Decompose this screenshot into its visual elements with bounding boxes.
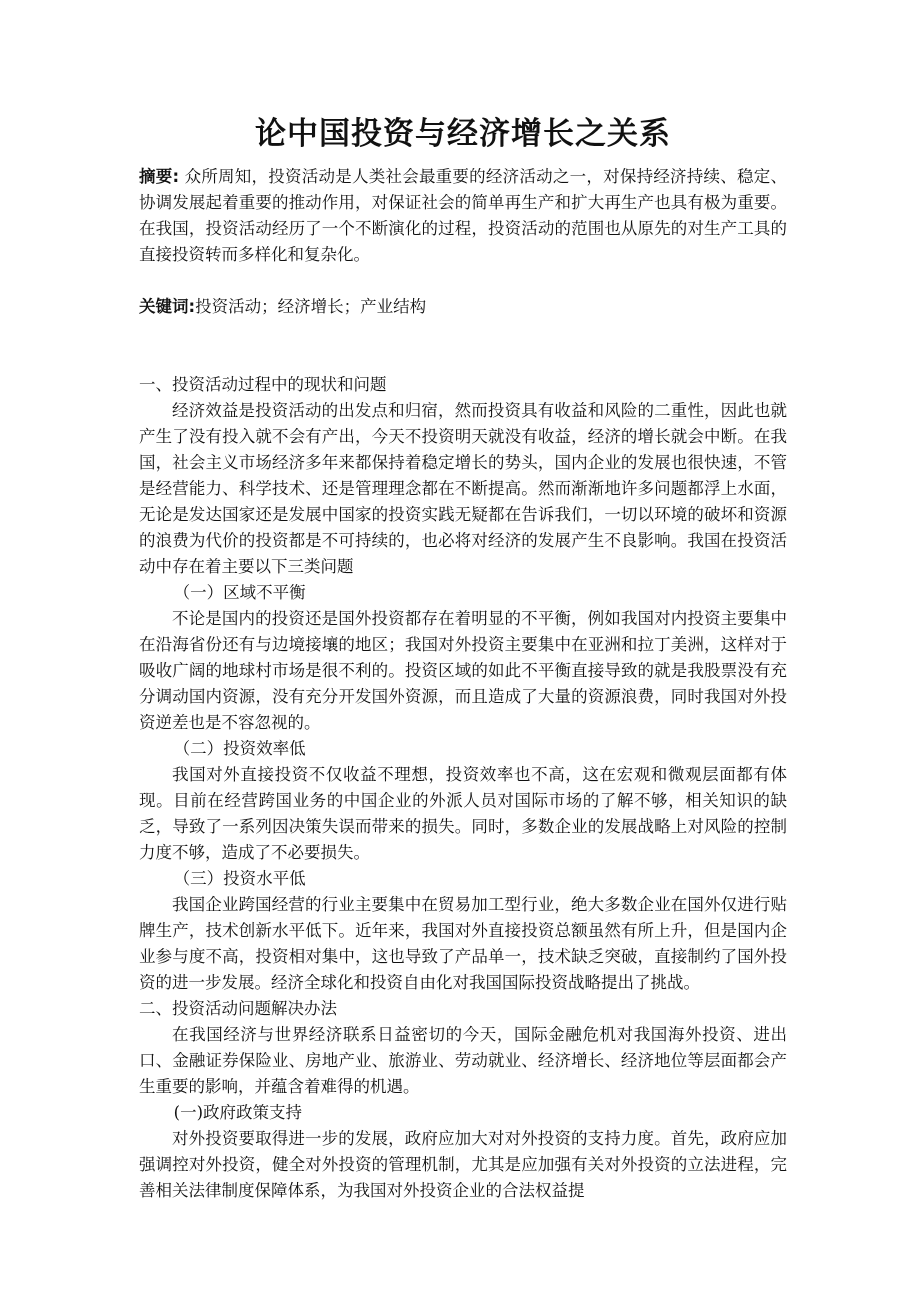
keywords-text: 投资活动；经济增长；产业结构 — [195, 297, 427, 316]
section-1-subheading-3: （三）投资水平低 — [173, 869, 306, 888]
abstract-label: 摘要: — [139, 167, 180, 186]
section-1-paragraph-3: 我国对外直接投资不仅收益不理想，投资效率也不高，这在宏观和微观层面都有体现。目前在经营跨国业务的中国企业的外派人员对国际市场的了解不够，相关知识的缺乏，导致了一系列因决策失误而带来的损失。同时，多数企业的发展战略上对风险的控制力度不够，造成了不必要损失。 — [139, 765, 787, 862]
section-2-subheading-1: (一)政府政策支持 — [173, 1103, 303, 1122]
document-page — [139, 112, 787, 1204]
section-1-subheading-1: （一）区域不平衡 — [173, 583, 306, 602]
section-2-paragraph-1: 在我国经济与世界经济联系日益密切的今天，国际金融危机对我国海外投资、进出口、金融证券保险业、房地产业、旅游业、劳动就业、经济增长、经济地位等层面都会产生重要的影响，并蕴含着难得的机遇。 — [139, 1025, 787, 1096]
abstract-text: 众所周知，投资活动是人类社会最重要的经济活动之一，对保持经济持续、稳定、协调发展起着重要的推动作用，对保证社会的简单再生产和扩大再生产也具有极为重要。在我国，投资活动经历了一个不断演化的过程，投资活动的范围也从原先的对生产工具的直接投资转而多样化和复杂化。 — [139, 167, 787, 264]
section-2-paragraph-2: 对外投资要取得进一步的发展，政府应加大对对外投资的支持力度。首先，政府应加强调控对外投资，健全对外投资的管理机制，尤其是应加强有关对外投资的立法进程，完善相关法律制度保障体系，为我国对外投资企业的合法权益提 — [139, 1129, 787, 1200]
section-1-paragraph-1: 经济效益是投资活动的出发点和归宿，然而投资具有收益和风险的二重性，因此也就产生了没有投入就不会有产出，今天不投资明天就没有收益，经济的增长就会中断。在我国，社会主义市场经济多年来都保持着稳定增长的势头，国内企业的发展也很快速，不管是经营能力、科学技术、还是管理理念都在不断提高。然而渐渐地许多问题都浮上水面，无论是发达国家还是发展中国家的投资实践无疑都在告诉我们，一切以环境的破坏和资源的浪费为代价的投资都是不可持续的，也必将对经济的发展产生不良影响。我国在投资活动中存在着主要以下三类问题 — [139, 401, 787, 576]
keywords-label: 关键词: — [139, 297, 196, 316]
section-1-subheading-2: （二）投资效率低 — [173, 739, 306, 758]
section-1-paragraph-2: 不论是国内的投资还是国外投资都存在着明显的不平衡，例如我国对内投资主要集中在沿海省份还有与边境接壤的地区；我国对外投资主要集中在亚洲和拉丁美洲，这样对于吸收广阔的地球村市场是很不利的。投资区域的如此不平衡直接导致的就是我股票没有充分调动国内资源，没有充分开发国外资源，而且造成了大量的资源浪费，同时我国对外投资逆差也是不容忽视的。 — [139, 609, 787, 732]
abstract-paragraph — [139, 164, 787, 268]
section-1-heading: 一、投资活动过程中的现状和问题 — [139, 375, 387, 394]
section-2-heading: 二、投资活动问题解决办法 — [139, 999, 337, 1018]
document-title: 论中国投资与经济增长之关系 — [255, 116, 671, 152]
keywords-paragraph — [139, 294, 787, 320]
section-1-paragraph-4: 我国企业跨国经营的行业主要集中在贸易加工型行业，绝大多数企业在国外仅进行贴牌生产，技术创新水平低下。近年来，我国对外直接投资总额虽然有所上升，但是国内企业参与度不高，投资相对集中，这也导致了产品单一，技术缺乏突破，直接制约了国外投资的进一步发展。经济全球化和投资自由化对我国国际投资战略提出了挑战。 — [139, 895, 787, 992]
